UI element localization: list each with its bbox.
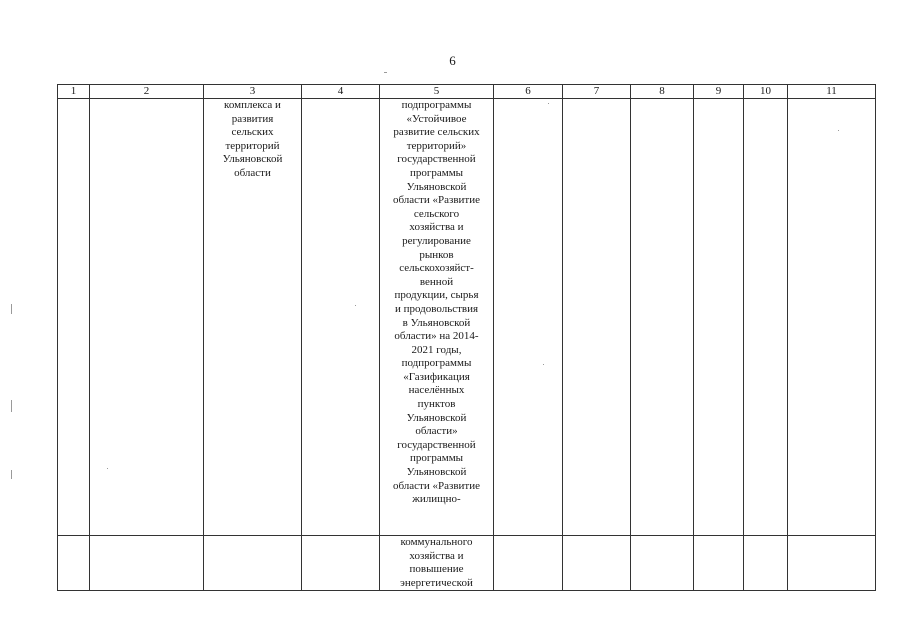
table-cell [380, 99, 494, 536]
column-header: 8 [631, 85, 694, 99]
table-cell [744, 99, 788, 536]
cell-text-line: программы [409, 166, 464, 179]
cell-text-line: Ульяновской [406, 466, 467, 479]
cell-text-line: области» на 2014- [394, 330, 479, 343]
cell-lines [381, 536, 492, 590]
cell-text-line: сельскохозяйст- [399, 262, 474, 275]
table-cell [58, 536, 90, 591]
cell-text-line: хозяйства и [409, 549, 464, 562]
column-header: 10 [744, 85, 788, 99]
table-cell [563, 99, 631, 536]
cell-text-line: продукции, сырья [394, 289, 479, 302]
cell-text-line: подпрограммы [401, 357, 472, 370]
table-cell [788, 99, 876, 536]
table-cell [494, 99, 563, 536]
table-row [58, 99, 876, 536]
table-cell [744, 536, 788, 591]
cell-lines [381, 99, 492, 507]
cell-text-line: области» [415, 425, 458, 438]
cell-text-line: регулирование [402, 234, 471, 247]
cell-lines [205, 99, 300, 181]
scan-speck [384, 72, 387, 73]
table-cell [302, 536, 380, 591]
cell-text-line: развитие сельских [393, 126, 480, 139]
cell-text-line: сельских [231, 126, 274, 139]
scan-speck [107, 468, 108, 469]
table-cell [631, 536, 694, 591]
cell-text-line: жилищно- [412, 493, 461, 506]
column-header: 2 [90, 85, 204, 99]
table-cell [58, 99, 90, 536]
cell-text-line: программы [409, 452, 464, 465]
cell-text-line: комплекса и [224, 99, 281, 111]
data-table [57, 84, 876, 591]
cell-text-line: сельского [413, 207, 460, 220]
cell-text-line: хозяйства и [409, 221, 464, 234]
cell-text-line: Ульяновской [406, 411, 467, 424]
table-cell [90, 536, 204, 591]
cell-text-line: «Устойчивое [406, 112, 467, 125]
column-header: 6 [494, 85, 563, 99]
cell-text-line: развития [231, 112, 274, 125]
cell-text-line: Ульяновской [222, 153, 283, 166]
cell-text-line: энергетической [400, 576, 473, 589]
cell-text-line: территорий» [406, 139, 467, 152]
column-header: 9 [694, 85, 744, 99]
cell-text-line: подпрограммы [401, 99, 472, 111]
table-cell [563, 536, 631, 591]
column-header: 5 [380, 85, 494, 99]
scan-speck [548, 103, 549, 104]
table-cell [788, 536, 876, 591]
cell-text-line: населённых [408, 384, 465, 397]
column-header: 3 [204, 85, 302, 99]
table-cell [631, 99, 694, 536]
cell-text-line: «Газификация [403, 370, 470, 383]
cell-text-line: коммунального [400, 536, 473, 548]
cell-text-line: государственной [397, 438, 476, 451]
table-cell [380, 536, 494, 591]
scan-speck [11, 304, 12, 314]
cell-text-line: и продовольствия [394, 302, 479, 315]
scan-speck [11, 470, 12, 479]
column-header: 4 [302, 85, 380, 99]
column-header: 1 [58, 85, 90, 99]
cell-text-line: области «Развитие [392, 194, 481, 207]
table-cell [204, 536, 302, 591]
cell-text-line: повышение [409, 563, 464, 576]
cell-text-line: области «Развитие [392, 479, 481, 492]
scan-speck [355, 305, 356, 306]
column-header: 11 [788, 85, 876, 99]
table-cell [694, 536, 744, 591]
cell-text-line: Ульяновской [406, 180, 467, 193]
cell-text-line: в Ульяновской [402, 316, 471, 329]
cell-text-line: рынков [419, 248, 454, 261]
page-number: 6 [449, 53, 456, 68]
table-cell [302, 99, 380, 536]
scan-speck [543, 364, 544, 365]
cell-text-line: территорий [225, 139, 280, 152]
cell-text-line: 2021 годы, [411, 343, 462, 356]
cell-text-line: пунктов [417, 398, 456, 411]
cell-text-line: венной [419, 275, 454, 288]
table-header-row [58, 85, 876, 99]
table-row [58, 536, 876, 591]
cell-text-line: области [234, 166, 271, 179]
scan-speck [11, 400, 12, 412]
table-cell [90, 99, 204, 536]
table-cell [694, 99, 744, 536]
table-cell [204, 99, 302, 536]
table-cell [494, 536, 563, 591]
scan-speck [838, 130, 839, 131]
cell-text-line: государственной [397, 153, 476, 166]
column-header: 7 [563, 85, 631, 99]
